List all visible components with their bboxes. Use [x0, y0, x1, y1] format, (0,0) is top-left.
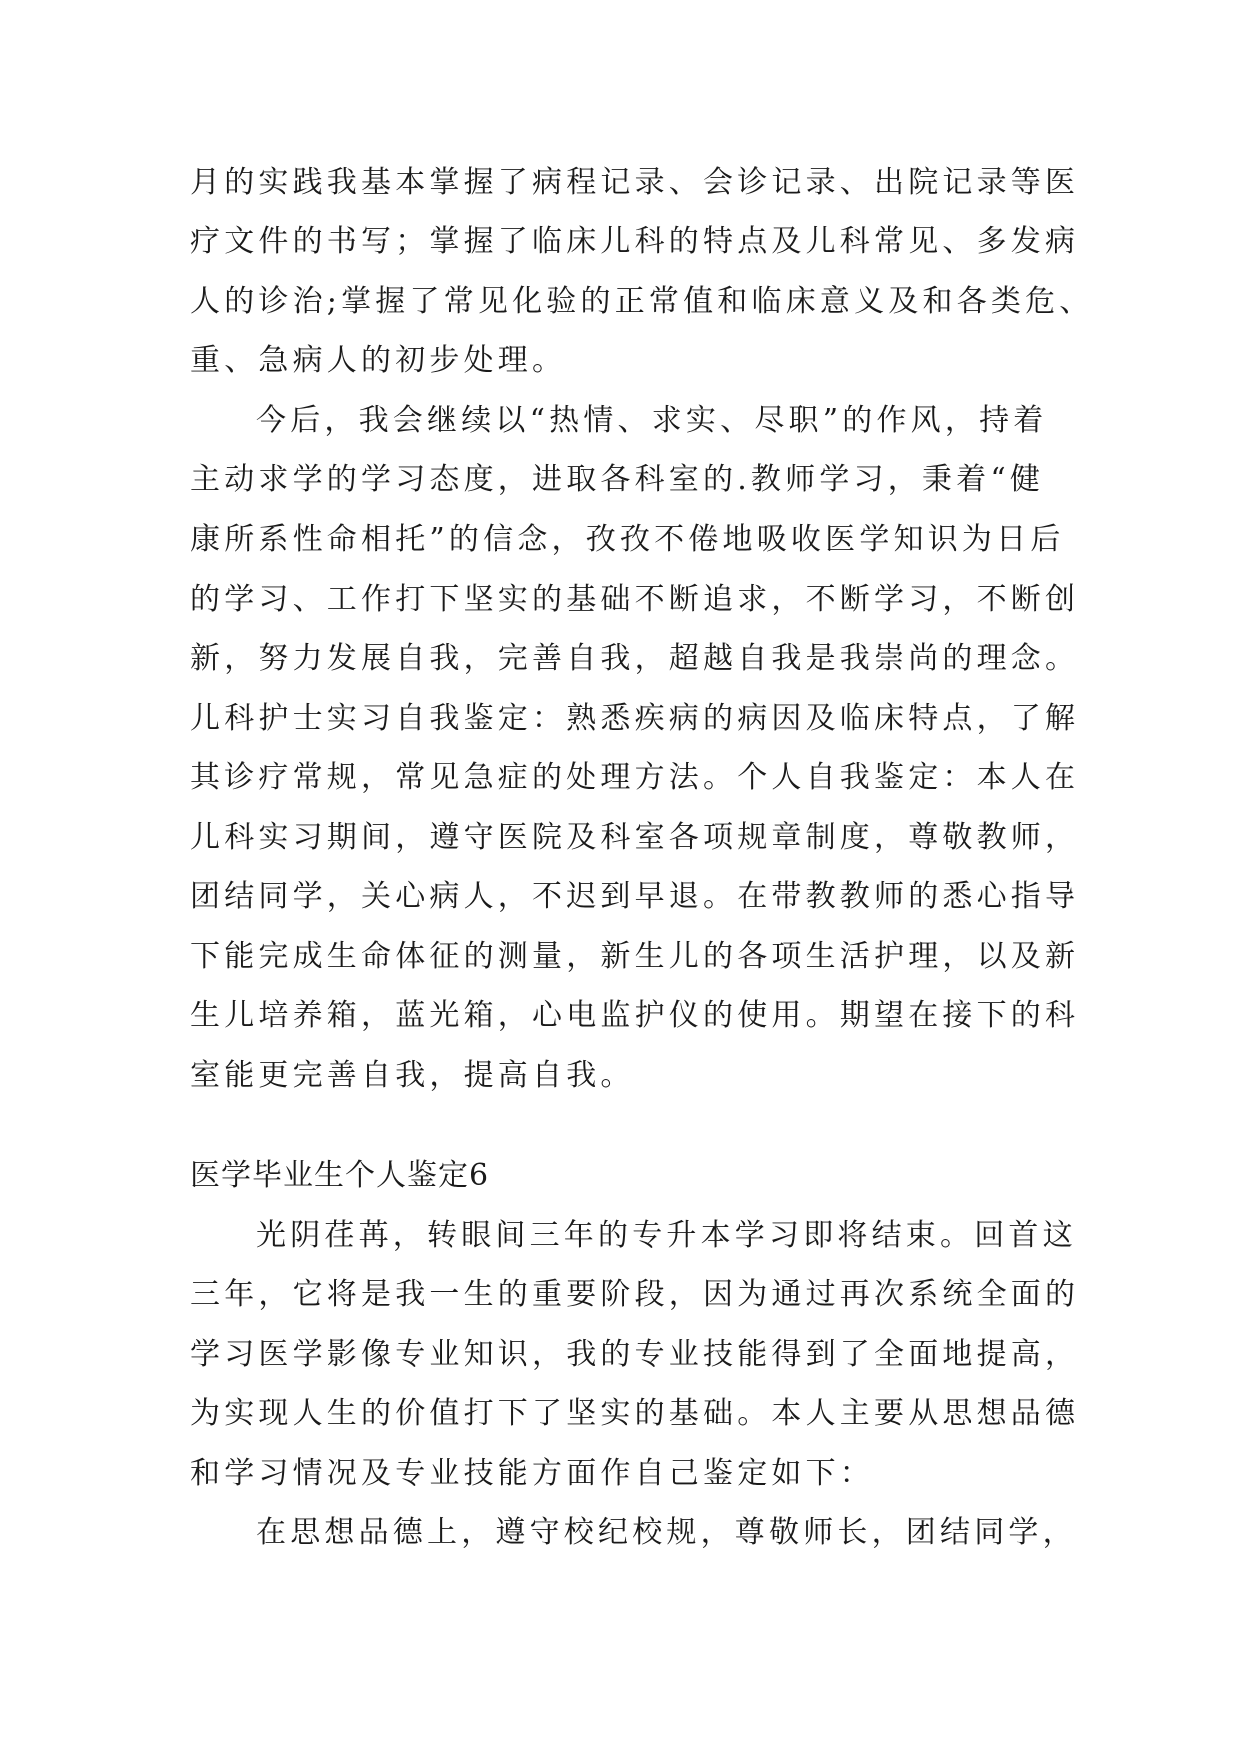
paragraph-first-line: 在思想品德上，遵守校纪校规，尊敬师长，团结同学，	[256, 1515, 1077, 1550]
text-line: 人的诊治;掌握了常见化验的正常值和临床意义及和各类危、	[190, 284, 1094, 319]
text-line: 三年，它将是我一生的重要阶段，因为通过再次系统全面的	[190, 1277, 1080, 1312]
text-line: 和学习情况及专业技能方面作自己鉴定如下：	[190, 1456, 874, 1491]
text-line: 疗文件的书写；掌握了临床儿科的特点及儿科常见、多发病	[190, 224, 1080, 259]
text-line: 的学习、工作打下坚实的基础不断追求，不断学习，不断创	[190, 582, 1080, 617]
text-line: 康所系性命相托”的信念，孜孜不倦地吸收医学知识为日后	[190, 522, 1065, 557]
text-line: 学习医学影像专业知识，我的专业技能得到了全面地提高，	[190, 1337, 1080, 1372]
text-line: 团结同学，关心病人，不迟到早退。在带教教师的悉心指导	[190, 879, 1080, 914]
text-line: 下能完成生命体征的测量，新生儿的各项生活护理，以及新	[190, 939, 1080, 974]
text-line: 月的实践我基本掌握了病程记录、会诊记录、出院记录等医	[190, 165, 1080, 200]
text-line: 主动求学的学习态度，进取各科室的.教师学习，秉着“健	[190, 462, 1045, 497]
text-line: 室能更完善自我，提高自我。	[190, 1058, 635, 1093]
text-line: 重、急病人的初步处理。	[190, 343, 567, 378]
text-line: 儿科护士实习自我鉴定：熟悉疾病的病因及临床特点，了解	[190, 701, 1080, 736]
text-line: 新，努力发展自我，完善自我，超越自我是我崇尚的理念。	[190, 641, 1080, 676]
text-line: 生儿培养箱，蓝光箱，心电监护仪的使用。期望在接下的科	[190, 998, 1080, 1033]
text-line: 为实现人生的价值打下了坚实的基础。本人主要从思想品德	[190, 1396, 1080, 1431]
section-heading: 医学毕业生个人鉴定6	[190, 1158, 490, 1193]
paragraph-first-line: 今后，我会继续以“热情、求实、尽职”的作风，持着	[256, 403, 1048, 438]
paragraph-first-line: 光阴荏苒，转眼间三年的专升本学习即将结束。回首这	[256, 1218, 1077, 1253]
text-line: 儿科实习期间，遵守医院及科室各项规章制度，尊敬教师，	[190, 820, 1080, 855]
text-line: 其诊疗常规，常见急症的处理方法。个人自我鉴定：本人在	[190, 760, 1080, 795]
